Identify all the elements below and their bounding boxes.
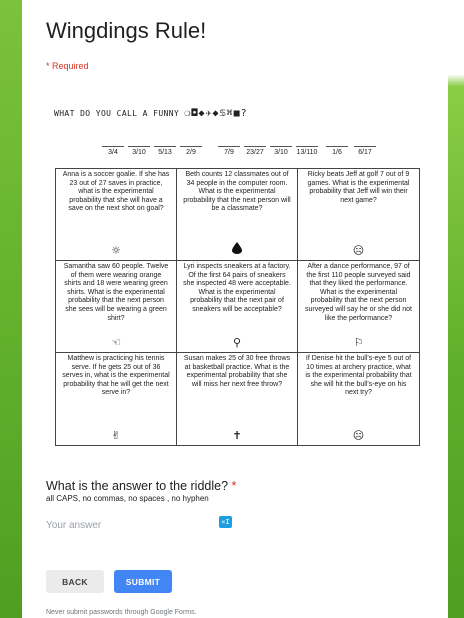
problem-text: Samantha saw 60 people. Twelve of them were wearing orange shirts and 18 were wearing green shirts. What is the experimental probability that the next person she sees will be wearing a green shirt?	[63, 263, 169, 322]
back-button[interactable]: BACK	[46, 570, 104, 593]
problem-cell	[56, 169, 177, 261]
question-label	[46, 479, 236, 493]
frown-face-icon: ☹	[352, 429, 365, 442]
extension-icon[interactable]: «I	[219, 516, 232, 528]
answer-slot: 3/10	[128, 146, 150, 156]
theme-side-left	[0, 0, 22, 618]
problem-cell	[177, 169, 298, 261]
required-note: * Required	[46, 61, 89, 71]
candle-icon: ⚲	[232, 336, 242, 349]
droplet-icon	[177, 242, 297, 257]
problem-cell	[56, 353, 177, 445]
cross-icon: ✝	[232, 429, 242, 442]
answer-input[interactable]	[46, 516, 246, 534]
riddle-prefix: WHAT DO YOU CALL A FUNNY	[54, 109, 180, 118]
problem-text: After a dance performance, 97 of the first 110 people surveyed said that they liked the performance. What is the experimental probability that the next person surveyed will say he or she did not like the performance?	[305, 263, 412, 322]
footer-note: Never submit passwords through Google Forms.	[46, 609, 197, 616]
problem-text: Anna is a soccer goalie. If she has 23 out of 27 saves in practice, what is the experimental probability that she will have a save on the next shot on goal?	[62, 171, 170, 213]
answer-slot: 6/17	[354, 146, 376, 156]
problem-text: Beth counts 12 classmates out of 34 people in the computer room. What is the experimental probability that the next person will be a classmate?	[183, 171, 291, 213]
hand-point-icon: ☜	[111, 336, 121, 349]
problem-cell	[177, 261, 298, 353]
problem-grid	[55, 168, 420, 446]
sun-icon: ☼	[111, 244, 121, 257]
answer-slot: 7/9	[218, 146, 240, 156]
problem-cell	[177, 353, 298, 445]
answer-slot: 23/27	[244, 146, 266, 156]
riddle-wingdings-glyphs: ❍◘◆✈◆♋⌘■?	[184, 108, 248, 119]
flag-icon: ⚐	[353, 336, 364, 349]
problem-cell	[56, 261, 177, 353]
answer-slot: 3/10	[270, 146, 292, 156]
submit-button[interactable]: SUBMIT	[114, 570, 172, 593]
problem-text: Lyri inspects sneakers at a factory. Of the first 64 pairs of sneakers she inspected 48 were acceptable. What is the experimental probability that the next pair of sneakers will be acceptable?	[183, 263, 291, 313]
problem-text: Matthew is practicing his tennis serve. If he gets 25 out of 36 serves in, what is the experimental probability that he will get the next serve in?	[62, 355, 170, 397]
riddle-image	[54, 108, 248, 119]
problem-cell	[298, 169, 419, 261]
form-card	[22, 0, 448, 618]
question-text: What is the answer to the riddle?	[46, 479, 229, 493]
problem-cell	[298, 261, 419, 353]
form-title: Wingdings Rule!	[46, 18, 207, 43]
answer-slot: 5/13	[154, 146, 176, 156]
required-asterisk: *	[231, 479, 237, 493]
problem-text: Susan makes 25 of 30 free throws at basketball practice. What is the experimental probability that she will miss her next free throw?	[183, 355, 291, 388]
frown-face-icon: ☹	[352, 244, 365, 257]
problem-cell	[298, 353, 419, 445]
question-hint: all CAPS, no commas, no spaces , no hyphen	[46, 494, 209, 503]
theme-side-right	[448, 0, 464, 618]
answer-slot: 2/9	[180, 146, 202, 156]
problem-text: If Denise hit the bull's-eye 5 out of 10 times at archery practice, what is the experimental probability that she will hit the bull's-eye on his next try?	[305, 355, 412, 397]
answer-slot: 1/6	[326, 146, 348, 156]
answer-slot: 3/4	[102, 146, 124, 156]
problem-text: Ricky beats Jeff at golf 7 out of 9 games. What is the experimental probability that Jeff will win their next game?	[307, 171, 410, 204]
victory-hand-icon: ✌	[111, 429, 121, 442]
answer-slots	[102, 146, 392, 160]
answer-slot: 13/110	[296, 146, 318, 156]
